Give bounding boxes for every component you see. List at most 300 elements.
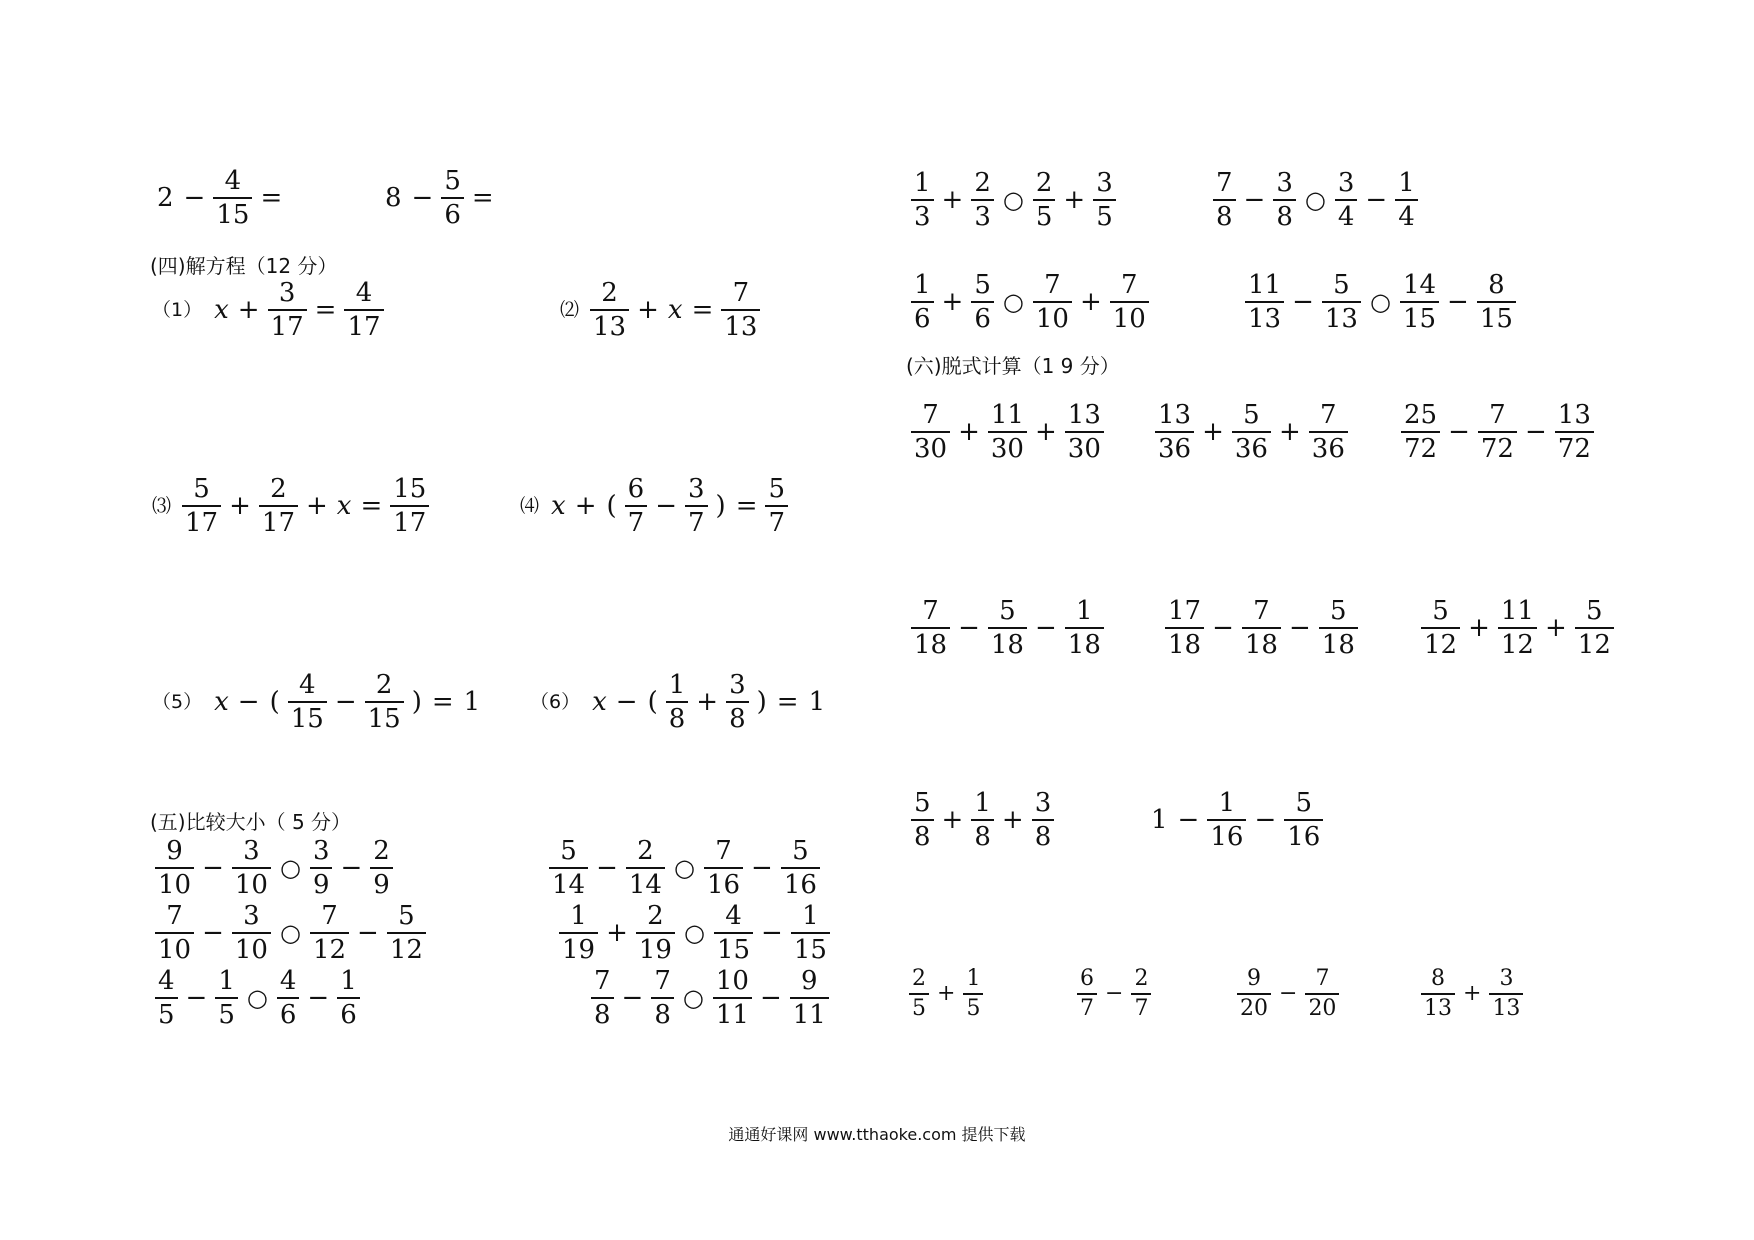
denominator: 3 xyxy=(911,199,934,230)
numerator: 1 xyxy=(1398,168,1415,198)
denominator: 17 xyxy=(268,309,307,340)
numerator: 3 xyxy=(243,901,260,931)
numerator: 1 xyxy=(802,901,819,931)
numerator: 4 xyxy=(279,966,297,996)
numerator: 3 xyxy=(1276,168,1293,198)
numerator: 5 xyxy=(1333,270,1350,300)
denominator: 13 xyxy=(1421,993,1455,1020)
numerator: 5 xyxy=(999,596,1016,626)
numerator: 11 xyxy=(1500,596,1534,626)
math-symbol: + xyxy=(637,295,659,325)
math-symbol: − xyxy=(411,183,434,213)
numerator: 3 xyxy=(687,474,705,504)
fraction xyxy=(1033,272,1072,332)
fraction xyxy=(1309,402,1348,462)
numerator: 5 xyxy=(193,474,210,504)
numerator: 5 xyxy=(1432,596,1449,626)
math-expression xyxy=(152,968,363,1028)
math-symbol: − xyxy=(183,183,206,213)
denominator: 19 xyxy=(636,932,675,963)
numerator: 1 xyxy=(1076,596,1093,626)
denominator: 30 xyxy=(1065,431,1104,462)
fraction xyxy=(909,968,929,1020)
numerator: 7 xyxy=(1315,966,1330,991)
numerator: 1 xyxy=(914,270,931,300)
numerator: 9 xyxy=(801,966,818,996)
numerator: 3 xyxy=(1096,168,1113,198)
math-expression xyxy=(588,968,832,1028)
math-expression xyxy=(380,168,499,228)
math-symbol: − xyxy=(1524,417,1547,447)
fraction xyxy=(1065,598,1104,658)
math-expression xyxy=(556,903,833,963)
denominator: 17 xyxy=(259,505,298,536)
denominator: 4 xyxy=(1335,199,1358,230)
math-symbol: + xyxy=(958,417,980,447)
numerator: 7 xyxy=(1121,270,1138,300)
numerator: 6 xyxy=(627,474,645,504)
math-symbol: 2 xyxy=(157,183,174,213)
denominator: 7 xyxy=(1131,993,1151,1020)
math-symbol: = xyxy=(735,491,758,521)
denominator: 15 xyxy=(1400,301,1439,332)
math-expression xyxy=(1242,272,1519,332)
numerator: 7 xyxy=(166,901,183,931)
fraction xyxy=(591,968,614,1028)
fraction xyxy=(971,790,994,850)
fraction xyxy=(911,170,934,230)
fraction xyxy=(726,672,749,732)
fraction xyxy=(963,968,983,1020)
denominator: 8 xyxy=(1273,199,1296,230)
fraction xyxy=(559,903,598,963)
denominator: 13 xyxy=(1245,301,1284,332)
numerator: 4 xyxy=(298,670,316,700)
fraction xyxy=(1110,272,1149,332)
denominator: 18 xyxy=(1242,627,1281,658)
denominator: 15 xyxy=(714,932,753,963)
fraction xyxy=(1033,170,1056,230)
fraction xyxy=(1555,402,1594,462)
fraction xyxy=(911,598,950,658)
numerator: 7 xyxy=(1216,168,1233,198)
fraction xyxy=(1232,402,1271,462)
denominator: 5 xyxy=(909,993,929,1020)
denominator: 12 xyxy=(387,932,426,963)
denominator: 7 xyxy=(1077,993,1097,1020)
fraction xyxy=(625,476,648,536)
math-expression xyxy=(1418,968,1526,1020)
denominator: 8 xyxy=(666,701,689,732)
math-symbol: − xyxy=(237,687,260,717)
variable: x xyxy=(336,491,352,521)
variable: x xyxy=(667,295,683,325)
math-symbol: ( xyxy=(269,687,280,717)
math-symbol: = xyxy=(691,295,714,325)
numerator: 3 xyxy=(312,836,330,866)
numerator: 1 xyxy=(218,966,235,996)
variable: x xyxy=(214,687,229,717)
numerator: 4 xyxy=(158,966,175,996)
fraction xyxy=(790,968,829,1028)
denominator: 10 xyxy=(1110,301,1149,332)
numerator: 5 xyxy=(1295,788,1313,818)
denominator: 5 xyxy=(215,997,238,1028)
math-symbol: − xyxy=(1365,185,1388,215)
numerator: 5 xyxy=(398,901,415,931)
fraction xyxy=(1237,968,1271,1020)
math-symbol: − xyxy=(357,918,379,948)
fraction xyxy=(155,838,194,898)
denominator: 7 xyxy=(625,505,648,536)
numerator: 5 xyxy=(974,270,991,300)
fraction xyxy=(1131,968,1151,1020)
denominator: 19 xyxy=(559,932,598,963)
denominator: 36 xyxy=(1155,431,1194,462)
denominator: 18 xyxy=(911,627,950,658)
fraction xyxy=(1477,272,1516,332)
math-expression xyxy=(152,280,387,340)
fraction xyxy=(1401,402,1440,462)
math-symbol: + xyxy=(941,185,964,215)
math-expression xyxy=(152,168,287,228)
fraction xyxy=(155,968,178,1028)
fraction xyxy=(636,903,675,963)
denominator: 11 xyxy=(713,997,752,1028)
fraction xyxy=(971,170,994,230)
denominator: 15 xyxy=(288,701,327,732)
math-expression xyxy=(908,598,1107,658)
numerator: 2 xyxy=(1134,966,1149,991)
denominator: 17 xyxy=(390,505,429,536)
fraction xyxy=(365,672,404,732)
denominator: 10 xyxy=(155,867,194,898)
denominator: 13 xyxy=(721,309,760,340)
numerator: 5 xyxy=(768,474,786,504)
numerator: 15 xyxy=(393,474,427,504)
math-symbol: + xyxy=(237,295,260,325)
compare-circle: ○ xyxy=(246,984,268,1012)
compare-circle: ○ xyxy=(1304,186,1326,214)
variable: x xyxy=(214,295,229,325)
denominator: 18 xyxy=(1065,627,1104,658)
math-expression xyxy=(1234,968,1342,1020)
compare-circle: ○ xyxy=(279,854,301,882)
math-symbol: − xyxy=(759,983,782,1013)
math-symbol: − xyxy=(1177,805,1200,835)
numerator: 6 xyxy=(1080,966,1094,991)
denominator: 8 xyxy=(911,819,934,850)
denominator: 10 xyxy=(232,867,271,898)
fraction xyxy=(911,402,950,462)
numerator: 17 xyxy=(1168,596,1202,626)
denominator: 10 xyxy=(1033,301,1072,332)
denominator: 13 xyxy=(1322,301,1361,332)
fraction xyxy=(1305,968,1339,1020)
numerator: 1 xyxy=(974,788,991,818)
math-symbol: − xyxy=(958,613,980,643)
denominator: 8 xyxy=(726,701,749,732)
denominator: 16 xyxy=(781,867,820,898)
math-symbol: − xyxy=(1212,613,1234,643)
math-expression xyxy=(908,402,1107,462)
denominator: 8 xyxy=(651,997,674,1028)
numerator: 2 xyxy=(601,278,618,308)
math-symbol: = xyxy=(776,687,799,717)
math-symbol: − xyxy=(615,687,638,717)
fraction xyxy=(1322,272,1361,332)
compare-circle: ○ xyxy=(683,919,705,947)
math-symbol: + xyxy=(941,287,964,317)
denominator: 17 xyxy=(182,505,221,536)
denominator: 11 xyxy=(790,997,829,1028)
problem-number: （5） xyxy=(152,690,203,713)
math-symbol: + xyxy=(1468,613,1490,643)
math-symbol: 1 xyxy=(463,687,481,717)
fraction xyxy=(1245,272,1284,332)
fraction xyxy=(1400,272,1439,332)
math-symbol: 1 xyxy=(808,687,826,717)
math-expression xyxy=(152,838,396,898)
denominator: 4 xyxy=(1395,199,1418,230)
fraction xyxy=(310,838,333,898)
denominator: 20 xyxy=(1237,993,1271,1020)
fraction xyxy=(277,968,300,1028)
fraction xyxy=(390,476,429,536)
problem-number: （6） xyxy=(530,690,581,713)
fraction xyxy=(988,598,1027,658)
math-expression xyxy=(1398,402,1597,462)
denominator: 7 xyxy=(685,505,708,536)
denominator: 5 xyxy=(1093,199,1116,230)
fraction xyxy=(626,838,665,898)
denominator: 14 xyxy=(626,867,665,898)
numerator: 2 xyxy=(270,474,287,504)
fraction xyxy=(713,968,752,1028)
math-symbol: = xyxy=(471,183,494,213)
denominator: 6 xyxy=(337,997,360,1028)
math-symbol: = xyxy=(260,183,283,213)
numerator: 7 xyxy=(321,901,338,931)
denominator: 6 xyxy=(277,997,300,1028)
denominator: 18 xyxy=(1165,627,1204,658)
fraction xyxy=(387,903,426,963)
math-symbol: + xyxy=(1079,287,1102,317)
math-symbol: − xyxy=(1447,287,1469,317)
fraction xyxy=(259,476,298,536)
numerator: 2 xyxy=(1035,168,1053,198)
compare-circle: ○ xyxy=(279,919,301,947)
fraction xyxy=(1421,968,1455,1020)
fraction xyxy=(781,838,820,898)
numerator: 25 xyxy=(1404,400,1438,430)
numerator: 9 xyxy=(1247,966,1261,991)
fraction xyxy=(337,968,360,1028)
math-expression xyxy=(560,280,763,340)
numerator: 7 xyxy=(1044,270,1061,300)
fraction xyxy=(685,476,708,536)
numerator: 4 xyxy=(224,166,242,196)
numerator: 7 xyxy=(654,966,671,996)
denominator: 18 xyxy=(988,627,1027,658)
denominator: 15 xyxy=(1477,301,1516,332)
math-symbol: ) xyxy=(756,687,767,717)
numerator: 3 xyxy=(1034,788,1052,818)
math-symbol: = xyxy=(360,491,383,521)
fraction xyxy=(1335,170,1358,230)
denominator: 5 xyxy=(1033,199,1056,230)
math-expression xyxy=(1146,790,1326,850)
math-expression xyxy=(152,903,429,963)
numerator: 2 xyxy=(373,836,390,866)
compare-circle: ○ xyxy=(1369,288,1391,316)
denominator: 16 xyxy=(1284,819,1323,850)
math-symbol: = xyxy=(431,687,454,717)
math-symbol: ) xyxy=(715,491,726,521)
fraction xyxy=(590,280,629,340)
fraction xyxy=(666,672,689,732)
math-symbol: + xyxy=(1278,417,1301,447)
denominator: 8 xyxy=(1213,199,1236,230)
fraction xyxy=(268,280,307,340)
numerator: 8 xyxy=(1431,966,1445,991)
math-symbol: = xyxy=(314,295,337,325)
numerator: 9 xyxy=(166,836,183,866)
denominator: 6 xyxy=(911,301,934,332)
numerator: 7 xyxy=(922,400,939,430)
math-expression xyxy=(1162,598,1361,658)
denominator: 3 xyxy=(971,199,994,230)
math-symbol: + xyxy=(941,805,964,835)
denominator: 12 xyxy=(1498,627,1537,658)
numerator: 5 xyxy=(444,166,461,196)
math-symbol: − xyxy=(655,491,677,521)
math-symbol: − xyxy=(1254,805,1277,835)
fraction xyxy=(651,968,674,1028)
denominator: 15 xyxy=(213,197,252,228)
denominator: 72 xyxy=(1401,431,1440,462)
numerator: 2 xyxy=(647,901,664,931)
problem-number: ⑶ xyxy=(152,494,172,517)
numerator: 2 xyxy=(912,966,926,991)
numerator: 10 xyxy=(715,966,749,996)
fraction xyxy=(1498,598,1537,658)
denominator: 16 xyxy=(1207,819,1246,850)
math-symbol: − xyxy=(621,983,644,1013)
numerator: 3 xyxy=(243,836,260,866)
numerator: 3 xyxy=(1499,966,1514,991)
denominator: 6 xyxy=(441,197,464,228)
denominator: 8 xyxy=(971,819,994,850)
fraction xyxy=(155,903,194,963)
fraction xyxy=(765,476,788,536)
math-expression xyxy=(530,672,830,732)
denominator: 15 xyxy=(791,932,830,963)
math-expression xyxy=(520,476,791,536)
fraction xyxy=(714,903,753,963)
numerator: 7 xyxy=(1489,400,1506,430)
math-symbol: + xyxy=(1063,185,1086,215)
variable: x xyxy=(551,491,566,521)
fraction xyxy=(1155,402,1194,462)
math-symbol: + xyxy=(1034,417,1057,447)
math-expression xyxy=(152,672,485,732)
fraction xyxy=(971,272,994,332)
problem-number: ⑵ xyxy=(560,298,580,321)
denominator: 72 xyxy=(1555,431,1594,462)
denominator: 5 xyxy=(963,993,983,1020)
numerator: 5 xyxy=(1586,596,1603,626)
fraction xyxy=(1319,598,1358,658)
math-symbol: − xyxy=(1292,287,1314,317)
numerator: 5 xyxy=(560,836,577,866)
math-symbol: − xyxy=(1034,613,1057,643)
numerator: 2 xyxy=(375,670,393,700)
fraction xyxy=(1093,170,1116,230)
numerator: 11 xyxy=(1248,270,1282,300)
denominator: 12 xyxy=(1421,627,1460,658)
numerator: 5 xyxy=(1330,596,1347,626)
numerator: 7 xyxy=(732,278,750,308)
fraction xyxy=(1077,968,1097,1020)
math-symbol: − xyxy=(761,918,783,948)
math-expression xyxy=(1152,402,1351,462)
denominator: 14 xyxy=(549,867,588,898)
math-symbol: 8 xyxy=(385,183,402,213)
math-symbol: − xyxy=(1288,613,1311,643)
numerator: 2 xyxy=(974,168,991,198)
numerator: 1 xyxy=(570,901,587,931)
numerator: 1 xyxy=(340,966,357,996)
denominator: 13 xyxy=(1489,993,1523,1020)
fraction xyxy=(288,672,327,732)
fraction xyxy=(1273,170,1296,230)
math-symbol: + xyxy=(696,687,719,717)
fraction xyxy=(441,168,464,228)
denominator: 7 xyxy=(765,505,788,536)
math-symbol: − xyxy=(1448,417,1470,447)
fraction xyxy=(1207,790,1246,850)
denominator: 6 xyxy=(971,301,994,332)
math-symbol: − xyxy=(307,983,330,1013)
numerator: 2 xyxy=(637,836,654,866)
denominator: 12 xyxy=(310,932,349,963)
denominator: 20 xyxy=(1305,993,1339,1020)
fraction xyxy=(721,280,760,340)
math-symbol: ( xyxy=(647,687,658,717)
math-symbol: − xyxy=(202,853,224,883)
denominator: 36 xyxy=(1309,431,1348,462)
fraction xyxy=(1395,170,1418,230)
math-symbol: − xyxy=(1105,981,1124,1006)
denominator: 12 xyxy=(1575,627,1614,658)
numerator: 5 xyxy=(792,836,809,866)
fraction xyxy=(1421,598,1460,658)
numerator: 3 xyxy=(729,670,746,700)
math-symbol: − xyxy=(340,853,363,883)
denominator: 15 xyxy=(365,701,404,732)
numerator: 3 xyxy=(1337,168,1355,198)
math-symbol: − xyxy=(202,918,224,948)
numerator: 13 xyxy=(1158,400,1192,430)
math-symbol: + xyxy=(1001,805,1024,835)
fraction xyxy=(549,838,588,898)
fraction xyxy=(215,968,238,1028)
fraction xyxy=(213,168,252,228)
denominator: 30 xyxy=(988,431,1027,462)
denominator: 10 xyxy=(155,932,194,963)
math-symbol: − xyxy=(751,853,773,883)
